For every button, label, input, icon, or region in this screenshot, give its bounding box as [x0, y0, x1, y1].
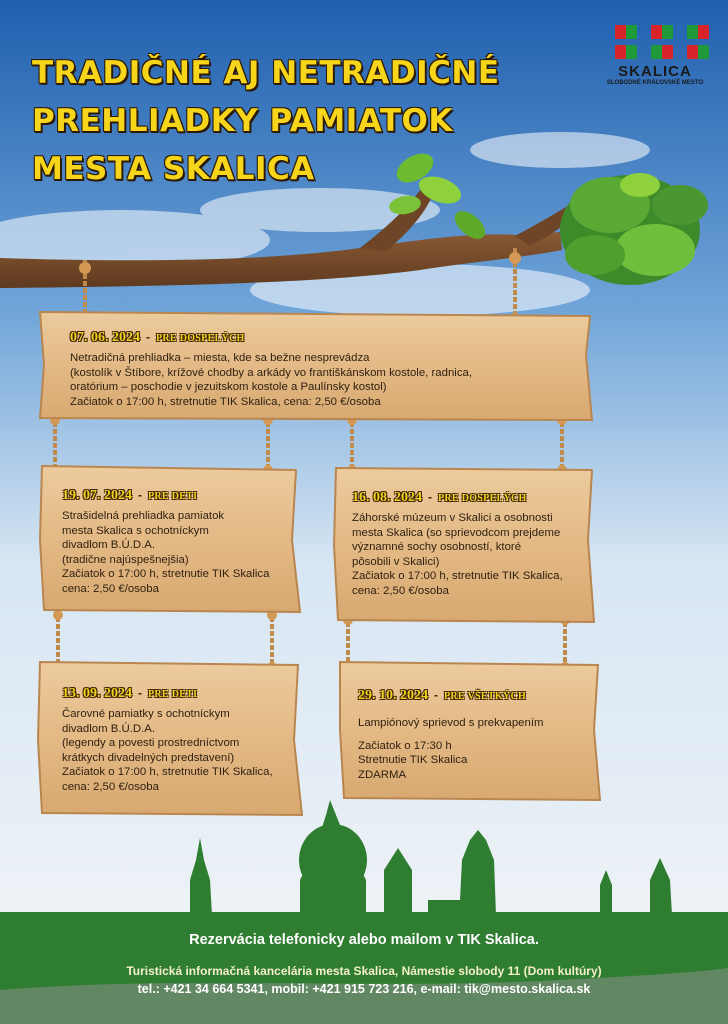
- title-line-3: MESTA SKALICA: [32, 151, 315, 187]
- tour-date: 13. 09. 2024: [62, 686, 132, 701]
- reservation-note: Rezervácia telefonicky alebo mailom v TIK Skalica.: [189, 932, 539, 948]
- tour-line: Začiatok o 17:00 h, stretnutie TIK Skalica,: [62, 766, 273, 778]
- tour-line: cena: 2,50 €/osoba: [62, 780, 159, 793]
- tour-line: mesta Skalica (so sprievodcom prejdeme: [352, 526, 561, 539]
- tour-line: Začiatok o 17:00 h, stretnutie TIK Skalica: [62, 568, 270, 580]
- title-line-2: PREHLIADKY PAMIATOK: [32, 103, 453, 139]
- tour-line: pôsobili v Skalici): [352, 555, 440, 568]
- tour-audience: PRE DETI: [148, 491, 198, 502]
- tour-line: (legendy a povesti prostredníctvom: [62, 737, 240, 749]
- tour-line: oratórium – poschodie v jezuitskom kostole a Paulínsky kostol): [70, 381, 387, 393]
- tour-audience: PRE DOSPELÝCH: [438, 493, 527, 504]
- office-address: Turistická informačná kancelária mesta Skalica, Námestie slobody 11 (Dom kultúry): [126, 964, 602, 978]
- title-line-1: TRADIČNÉ AJ NETRADIČNÉ: [32, 55, 500, 91]
- skalica-logo: [600, 25, 710, 86]
- tour-line: Netradičná prehliadka – miesta, kde sa bežne nesprevádza: [70, 352, 370, 364]
- tour-board-1: 07. 06. 2024 - PRE DOSPELÝCH Netradičná prehliadka – miesta, kde sa bežne nesprevádza (kostolík v Štíbore, krížové chodby a arkády vo františkánskom kostole, radnica, oratórium – poschodie v jezuitskom kostole a Paulínsky kostol) Začiatok o 17:00 h, stretnutie TIK Skalica, cena: 2,50 €/osoba: [70, 328, 580, 409]
- tour-board-3: 16. 08. 2024 - PRE DOSPELÝCH Záhorské múzeum v Skalici a osobnosti mesta Skalica (so sprievodcom prejdeme významné sochy osobností, ktoré pôsobili v Skalici) Začiatok o 17:00 h, stretnutie TIK Skalica, cena: 2,50 €/osoba: [352, 488, 584, 598]
- logo-subtitle: SLOBODNÉ KRÁĽOVSKÉ MESTO: [606, 80, 704, 86]
- tour-audience: PRE DETI: [148, 689, 198, 700]
- tour-date: 29. 10. 2024: [358, 688, 428, 703]
- tour-board-4: 13. 09. 2024 - PRE DETI Čarovné pamiatky s ochotníckym divadlom B.Ú.D.A. (legendy a povesti prostredníctvom krátkych divadelných predstavení) Začiatok o 17:00 h, stretnutie TIK Skalica, cena: 2,50 €/osoba: [62, 684, 294, 794]
- tour-line: divadlom B.Ú.D.A.: [62, 722, 156, 735]
- tour-line: významné sochy osobností, ktoré: [352, 541, 522, 553]
- tour-line: divadlom B.Ú.D.A.: [62, 539, 156, 551]
- tour-line: ZDARMA: [358, 768, 407, 781]
- tour-date: 16. 08. 2024: [352, 490, 422, 505]
- tour-line: Začiatok o 17:30 h: [358, 739, 452, 752]
- tour-board-5: 29. 10. 2024 - PRE VŠETKÝCH Lampiónový sprievod s prekvapením Začiatok o 17:30 h Stretnutie TIK Skalica ZDARMA: [358, 686, 590, 782]
- tour-line: Strašidelná prehliadka pamiatok: [62, 510, 225, 522]
- tour-audience: PRE VŠETKÝCH: [444, 691, 527, 702]
- tour-line: (tradične najúspešnejšia): [62, 553, 189, 566]
- tour-line: Záhorské múzeum v Skalici a osobnosti: [352, 512, 553, 524]
- tour-date: 07. 06. 2024: [70, 330, 140, 345]
- tour-line: mesta Skalica s ochotníckym: [62, 524, 209, 537]
- tour-line: (kostolík v Štíbore, krížové chodby a arkády vo františkánskom kostole, radnica,: [70, 366, 473, 379]
- tour-line: cena: 2,50 €/osoba: [62, 582, 159, 595]
- tour-audience: PRE DOSPELÝCH: [156, 333, 245, 344]
- tour-line: Stretnutie TIK Skalica: [358, 754, 468, 766]
- tour-date: 19. 07. 2024: [62, 488, 132, 503]
- logo-mark: [614, 25, 710, 59]
- tour-line: Čarovné pamiatky s ochotníckym: [62, 708, 230, 720]
- tour-line: krátkych divadelných predstavení): [62, 751, 235, 764]
- tour-line: cena: 2,50 €/osoba: [352, 584, 449, 597]
- tour-line: Začiatok o 17:00 h, stretnutie TIK Skalica, cena: 2,50 €/osoba: [70, 395, 381, 408]
- logo-name: SKALICA: [618, 63, 692, 80]
- tour-board-2: 19. 07. 2024 - PRE DETI Strašidelná prehliadka pamiatok mesta Skalica s ochotníckym divadlom B.Ú.D.A. (tradične najúspešnejšia) Začiatok o 17:00 h, stretnutie TIK Skalica cena: 2,50 €/osoba: [62, 486, 290, 596]
- tour-line: Lampiónový sprievod s prekvapením: [358, 717, 544, 729]
- contact-info: tel.: +421 34 664 5341, mobil: +421 915 723 216, e-mail: tik@mesto.skalica.sk: [137, 982, 591, 996]
- tour-line: Začiatok o 17:00 h, stretnutie TIK Skalica,: [352, 570, 563, 582]
- tour-line: [358, 731, 590, 739]
